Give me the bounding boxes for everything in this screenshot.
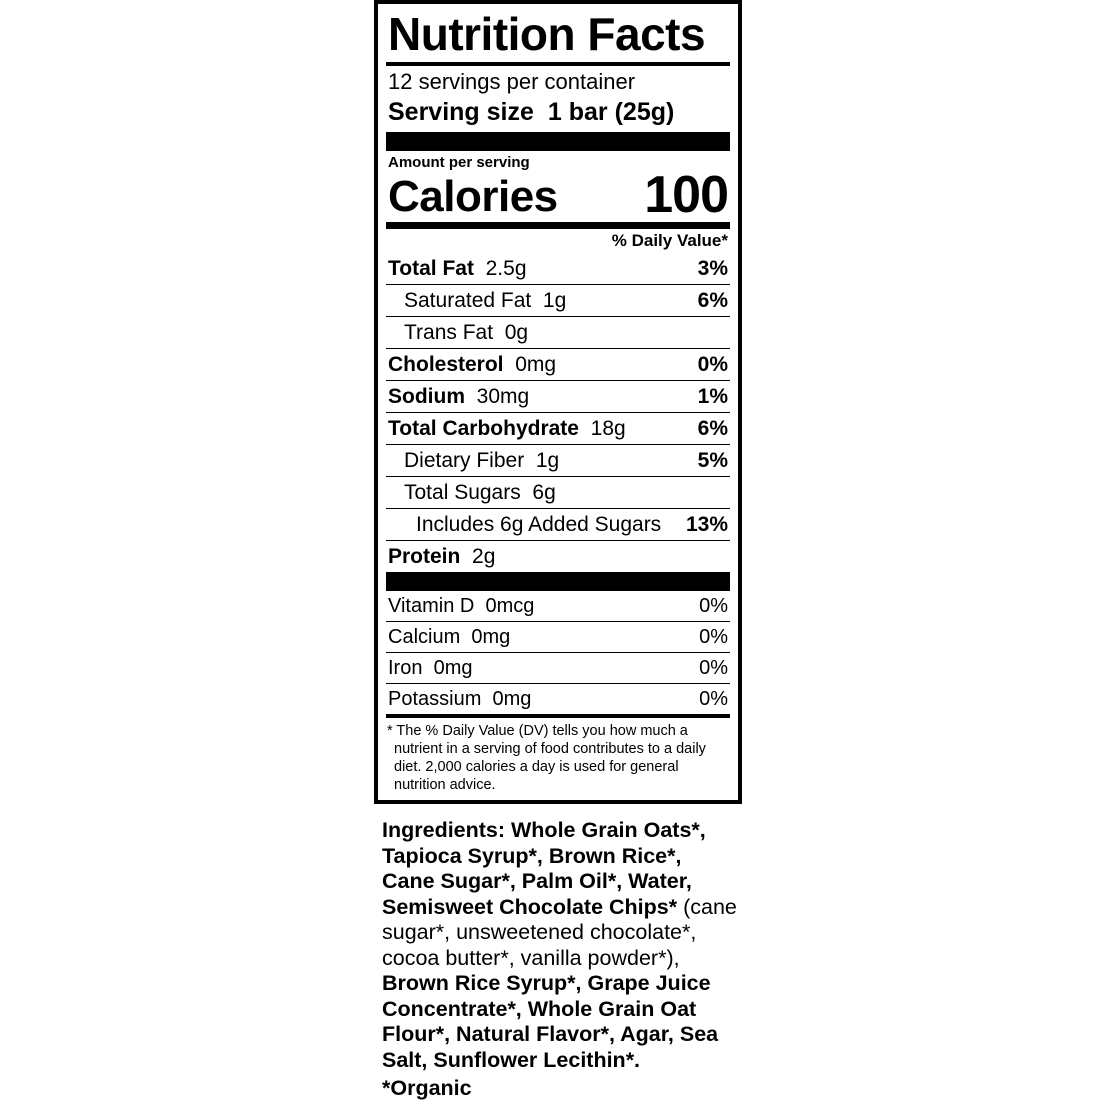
nutrient-name: Total Carbohydrate 18g bbox=[388, 417, 626, 440]
nutrient-row bbox=[386, 477, 730, 508]
serving-size-value: 1 bar (25g) bbox=[547, 98, 675, 126]
vitamin-list bbox=[386, 591, 730, 714]
nutrient-row bbox=[386, 445, 730, 476]
ingredients-segment-bold: Ingredients: Whole Grain Oats*, Tapioca Syrup*, Brown Rice*, Cane Sugar*, Palm Oil*, Water, Semisweet Chocolate Chips* bbox=[382, 818, 706, 919]
nutrient-daily-value: 6% bbox=[697, 289, 728, 312]
nutrient-name: Dietary Fiber 1g bbox=[404, 449, 560, 472]
vitamin-name: Iron 0mg bbox=[388, 657, 473, 679]
vitamin-row bbox=[386, 653, 730, 683]
calories-value: 100 bbox=[644, 166, 728, 224]
nutrient-row bbox=[386, 317, 730, 348]
serving-size-row bbox=[388, 97, 730, 128]
ingredients-segment-bold: Brown Rice Syrup*, Grape Juice Concentrate*, Whole Grain Oat Flour*, Natural Flavor*, Agar, Sea Salt, Sunflower Lecithin*. bbox=[382, 971, 719, 1072]
nutrient-row bbox=[386, 349, 730, 380]
divider-under-title bbox=[386, 62, 730, 66]
vitamin-row bbox=[386, 591, 730, 621]
vitamin-row bbox=[386, 684, 730, 714]
nutrient-name: Total Sugars 6g bbox=[404, 481, 556, 504]
vitamin-daily-value: 0% bbox=[699, 688, 728, 710]
nutrient-row bbox=[386, 381, 730, 412]
vitamin-name: Calcium 0mg bbox=[388, 626, 511, 648]
nutrient-row bbox=[386, 253, 730, 284]
servings-per-container: 12 servings per container bbox=[388, 69, 636, 94]
calories-label: Calories bbox=[388, 172, 558, 221]
nutrient-list bbox=[386, 253, 730, 572]
nutrient-daily-value: 3% bbox=[697, 257, 728, 280]
vitamin-name: Potassium 0mg bbox=[388, 688, 532, 710]
nutrition-facts-panel bbox=[374, 0, 742, 804]
nutrient-name: Trans Fat 0g bbox=[404, 321, 529, 344]
amount-per-serving-label: Amount per serving bbox=[388, 154, 530, 171]
nutrient-row bbox=[386, 285, 730, 316]
vitamin-daily-value: 0% bbox=[699, 595, 728, 617]
vitamin-daily-value: 0% bbox=[699, 657, 728, 679]
nutrient-name: Saturated Fat 1g bbox=[404, 289, 567, 312]
ingredients-segment-plain: (cane sugar*, unsweetened chocolate*, cocoa butter*, vanilla powder*), bbox=[382, 894, 737, 970]
nutrient-name: Protein 2g bbox=[388, 545, 496, 568]
nutrient-row bbox=[386, 509, 730, 540]
divider-thick-top bbox=[386, 132, 730, 151]
serving-size-label: Serving size bbox=[388, 98, 534, 126]
nutrient-row bbox=[386, 413, 730, 444]
vitamin-name: Vitamin D 0mcg bbox=[388, 595, 535, 617]
nutrient-daily-value: 13% bbox=[685, 513, 728, 536]
nutrient-name: Sodium 30mg bbox=[388, 385, 530, 408]
nutrient-name: Cholesterol 0mg bbox=[388, 353, 557, 376]
organic-note: *Organic bbox=[382, 1076, 472, 1100]
vitamin-row bbox=[386, 622, 730, 652]
nutrient-daily-value: 1% bbox=[697, 385, 728, 408]
nutrient-daily-value: 6% bbox=[697, 417, 728, 440]
nutrient-name: Includes 6g Added Sugars bbox=[416, 513, 662, 536]
ingredients-paragraph bbox=[382, 818, 738, 1101]
divider-thick-bottom bbox=[386, 572, 730, 591]
daily-value-footnote: * The % Daily Value (DV) tells you how much a nutrient in a serving of food contributes to a daily diet. 2,000 calories a day is used for general nutrition advice. bbox=[387, 723, 706, 793]
vitamin-daily-value: 0% bbox=[699, 626, 728, 648]
nutrient-daily-value: 5% bbox=[697, 449, 728, 472]
nutrient-row bbox=[386, 541, 730, 572]
calories-row bbox=[388, 168, 730, 222]
nutrition-label-container bbox=[374, 0, 742, 1101]
nutrient-name: Total Fat 2.5g bbox=[388, 257, 527, 280]
nutrient-daily-value: 0% bbox=[697, 353, 728, 376]
nutrition-facts-title: Nutrition Facts bbox=[388, 8, 706, 60]
ingredients-text bbox=[382, 818, 737, 1072]
daily-value-header: % Daily Value* bbox=[611, 231, 728, 250]
